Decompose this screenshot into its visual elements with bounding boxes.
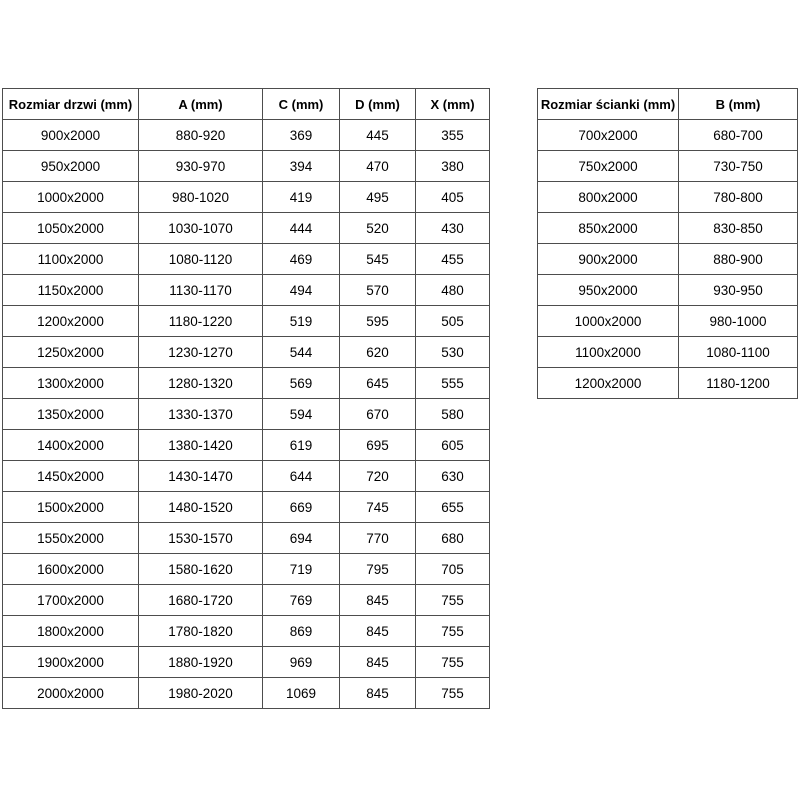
table-cell: 930-970 xyxy=(139,151,263,182)
table-cell: 795 xyxy=(340,554,416,585)
table-cell: 1880-1920 xyxy=(139,647,263,678)
table-cell: 1680-1720 xyxy=(139,585,263,616)
table-row xyxy=(538,244,798,275)
table-cell: 694 xyxy=(263,523,340,554)
table-row xyxy=(3,678,490,709)
table-cell: 419 xyxy=(263,182,340,213)
table-cell: 1180-1200 xyxy=(679,368,798,399)
table-cell: 2000x2000 xyxy=(3,678,139,709)
table-cell: 380 xyxy=(416,151,490,182)
table-cell: 519 xyxy=(263,306,340,337)
table-cell: 430 xyxy=(416,213,490,244)
table-row xyxy=(3,120,490,151)
table-row xyxy=(3,492,490,523)
table-cell: 355 xyxy=(416,120,490,151)
table-cell: 1000x2000 xyxy=(538,306,679,337)
table-cell: 755 xyxy=(416,616,490,647)
door-size-table xyxy=(2,88,490,709)
table-cell: 745 xyxy=(340,492,416,523)
table-cell: 755 xyxy=(416,678,490,709)
table-cell: 1080-1120 xyxy=(139,244,263,275)
table-cell: 469 xyxy=(263,244,340,275)
table-cell: 495 xyxy=(340,182,416,213)
table-cell: 405 xyxy=(416,182,490,213)
header-row xyxy=(3,89,490,120)
table-cell: 755 xyxy=(416,647,490,678)
table-cell: 769 xyxy=(263,585,340,616)
table-cell: 1100x2000 xyxy=(538,337,679,368)
table-cell: 1600x2000 xyxy=(3,554,139,585)
table-cell: 1330-1370 xyxy=(139,399,263,430)
table-cell: 494 xyxy=(263,275,340,306)
table-cell: 1250x2000 xyxy=(3,337,139,368)
table-row xyxy=(538,151,798,182)
table-cell: 594 xyxy=(263,399,340,430)
table-cell: 580 xyxy=(416,399,490,430)
table-cell: 555 xyxy=(416,368,490,399)
table-cell: 695 xyxy=(340,430,416,461)
table-cell: 1180-1220 xyxy=(139,306,263,337)
table-cell: 700x2000 xyxy=(538,120,679,151)
table-cell: 669 xyxy=(263,492,340,523)
table-cell: 545 xyxy=(340,244,416,275)
table-row xyxy=(3,461,490,492)
table-row xyxy=(3,430,490,461)
table-cell: 1980-2020 xyxy=(139,678,263,709)
table-cell: 1400x2000 xyxy=(3,430,139,461)
table-cell: 900x2000 xyxy=(3,120,139,151)
table-row xyxy=(538,275,798,306)
table-cell: 505 xyxy=(416,306,490,337)
table-cell: 1700x2000 xyxy=(3,585,139,616)
table-cell: 620 xyxy=(340,337,416,368)
table-row xyxy=(3,399,490,430)
table-cell: 595 xyxy=(340,306,416,337)
table-cell: 655 xyxy=(416,492,490,523)
table-row xyxy=(3,554,490,585)
table-cell: 1030-1070 xyxy=(139,213,263,244)
table-cell: 1800x2000 xyxy=(3,616,139,647)
table-row xyxy=(3,151,490,182)
table-row xyxy=(538,213,798,244)
table-row xyxy=(3,213,490,244)
table-cell: 394 xyxy=(263,151,340,182)
table-cell: 445 xyxy=(340,120,416,151)
table-cell: 869 xyxy=(263,616,340,647)
table-cell: 605 xyxy=(416,430,490,461)
table-cell: 845 xyxy=(340,647,416,678)
table-cell: 1200x2000 xyxy=(3,306,139,337)
table-row xyxy=(3,306,490,337)
table-cell: 850x2000 xyxy=(538,213,679,244)
table-cell: 950x2000 xyxy=(3,151,139,182)
table-cell: 755 xyxy=(416,585,490,616)
table-cell: 369 xyxy=(263,120,340,151)
table-cell: 470 xyxy=(340,151,416,182)
table-cell: 644 xyxy=(263,461,340,492)
table-row xyxy=(3,182,490,213)
table-cell: 1530-1570 xyxy=(139,523,263,554)
column-header: Rozmiar ścianki (mm) xyxy=(538,89,679,120)
column-header: B (mm) xyxy=(679,89,798,120)
table-cell: 569 xyxy=(263,368,340,399)
table-cell: 770 xyxy=(340,523,416,554)
table-cell: 1580-1620 xyxy=(139,554,263,585)
table-cell: 544 xyxy=(263,337,340,368)
table-row xyxy=(3,275,490,306)
table-cell: 880-900 xyxy=(679,244,798,275)
table-cell: 845 xyxy=(340,585,416,616)
table-cell: 720 xyxy=(340,461,416,492)
wall-size-table xyxy=(537,88,798,399)
table-cell: 750x2000 xyxy=(538,151,679,182)
table-cell: 880-920 xyxy=(139,120,263,151)
table-cell: 800x2000 xyxy=(538,182,679,213)
table-cell: 719 xyxy=(263,554,340,585)
table-row xyxy=(3,585,490,616)
table-cell: 1350x2000 xyxy=(3,399,139,430)
table-cell: 780-800 xyxy=(679,182,798,213)
table-cell: 455 xyxy=(416,244,490,275)
table-cell: 1150x2000 xyxy=(3,275,139,306)
table-cell: 1500x2000 xyxy=(3,492,139,523)
table-cell: 630 xyxy=(416,461,490,492)
table-cell: 1430-1470 xyxy=(139,461,263,492)
header-row xyxy=(538,89,798,120)
table-cell: 670 xyxy=(340,399,416,430)
table-cell: 845 xyxy=(340,678,416,709)
table-cell: 480 xyxy=(416,275,490,306)
column-header: Rozmiar drzwi (mm) xyxy=(3,89,139,120)
column-header: X (mm) xyxy=(416,89,490,120)
table-cell: 1900x2000 xyxy=(3,647,139,678)
table-cell: 900x2000 xyxy=(538,244,679,275)
table-cell: 969 xyxy=(263,647,340,678)
table-row xyxy=(3,337,490,368)
table-cell: 980-1000 xyxy=(679,306,798,337)
table-row xyxy=(3,616,490,647)
table-cell: 1550x2000 xyxy=(3,523,139,554)
table-cell: 1080-1100 xyxy=(679,337,798,368)
table-cell: 680-700 xyxy=(679,120,798,151)
table-cell: 1000x2000 xyxy=(3,182,139,213)
table-cell: 1380-1420 xyxy=(139,430,263,461)
table-row xyxy=(3,244,490,275)
table-row xyxy=(3,523,490,554)
table-cell: 1480-1520 xyxy=(139,492,263,523)
table-row xyxy=(538,120,798,151)
column-header: D (mm) xyxy=(340,89,416,120)
column-header: C (mm) xyxy=(263,89,340,120)
table-cell: 1780-1820 xyxy=(139,616,263,647)
table-cell: 530 xyxy=(416,337,490,368)
table-cell: 680 xyxy=(416,523,490,554)
table-row xyxy=(538,337,798,368)
table-cell: 1300x2000 xyxy=(3,368,139,399)
table-cell: 1100x2000 xyxy=(3,244,139,275)
table-cell: 1069 xyxy=(263,678,340,709)
table-cell: 1450x2000 xyxy=(3,461,139,492)
table-cell: 570 xyxy=(340,275,416,306)
table-row xyxy=(538,368,798,399)
table-cell: 1280-1320 xyxy=(139,368,263,399)
table-cell: 950x2000 xyxy=(538,275,679,306)
table-cell: 619 xyxy=(263,430,340,461)
table-row xyxy=(3,647,490,678)
table-cell: 444 xyxy=(263,213,340,244)
table-cell: 1130-1170 xyxy=(139,275,263,306)
table-row xyxy=(538,182,798,213)
table-row xyxy=(3,368,490,399)
table-cell: 730-750 xyxy=(679,151,798,182)
table-cell: 705 xyxy=(416,554,490,585)
table-cell: 1230-1270 xyxy=(139,337,263,368)
table-cell: 845 xyxy=(340,616,416,647)
table-cell: 930-950 xyxy=(679,275,798,306)
table-cell: 980-1020 xyxy=(139,182,263,213)
table-cell: 1050x2000 xyxy=(3,213,139,244)
table-row xyxy=(538,306,798,337)
table-cell: 645 xyxy=(340,368,416,399)
table-cell: 1200x2000 xyxy=(538,368,679,399)
table-cell: 830-850 xyxy=(679,213,798,244)
table-cell: 520 xyxy=(340,213,416,244)
column-header: A (mm) xyxy=(139,89,263,120)
